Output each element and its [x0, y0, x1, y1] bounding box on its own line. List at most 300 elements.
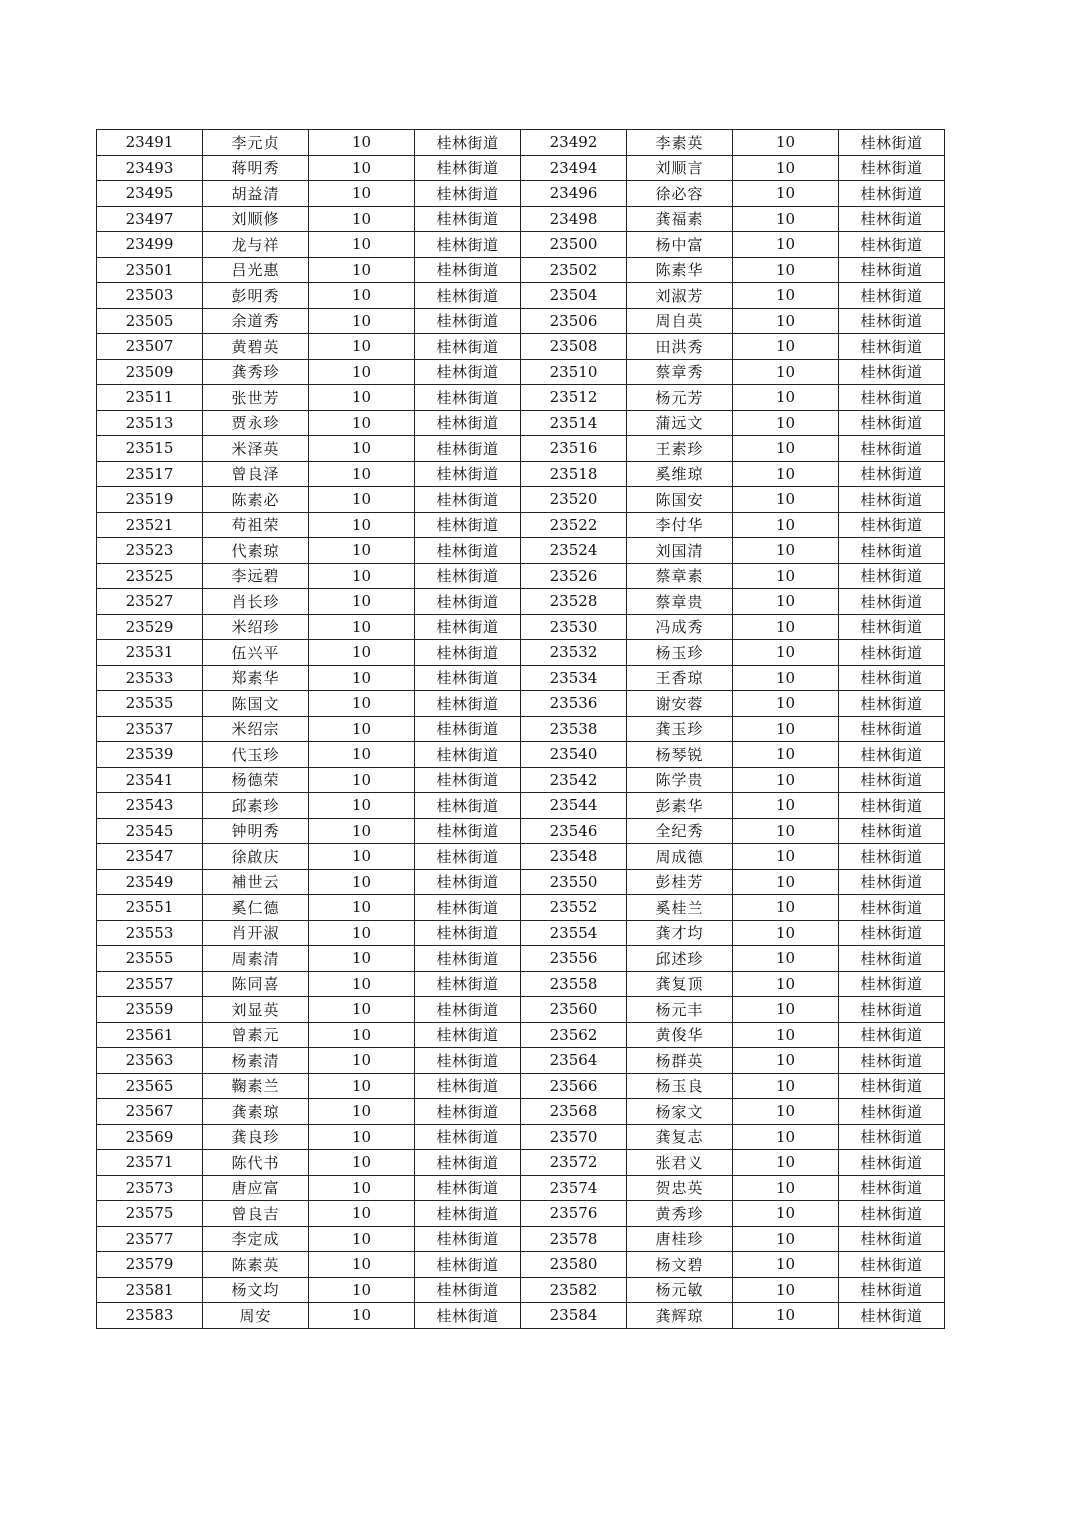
name-cell: 周安 — [203, 1303, 309, 1329]
amount-cell: 10 — [309, 1226, 415, 1252]
table-row — [97, 665, 945, 691]
amount-cell: 10 — [733, 461, 839, 487]
table-row — [97, 334, 945, 360]
amount-cell: 10 — [309, 283, 415, 309]
amount-cell: 10 — [309, 1150, 415, 1176]
amount-cell: 10 — [309, 869, 415, 895]
name-cell: 鞠素兰 — [203, 1073, 309, 1099]
street-cell: 桂林街道 — [415, 1124, 521, 1150]
street-cell: 桂林街道 — [839, 818, 945, 844]
serial-number-cell: 23500 — [521, 232, 627, 258]
table-row — [97, 512, 945, 538]
table-row — [97, 563, 945, 589]
name-cell: 陈国文 — [203, 691, 309, 717]
serial-number-cell: 23539 — [97, 742, 203, 768]
amount-cell: 10 — [733, 997, 839, 1023]
serial-number-cell: 23534 — [521, 665, 627, 691]
amount-cell: 10 — [309, 997, 415, 1023]
table-row — [97, 742, 945, 768]
name-cell: 冯成秀 — [627, 614, 733, 640]
amount-cell: 10 — [733, 130, 839, 156]
street-cell: 桂林街道 — [415, 818, 521, 844]
amount-cell: 10 — [733, 563, 839, 589]
name-cell: 张世芳 — [203, 385, 309, 411]
table-row — [97, 155, 945, 181]
name-cell: 李远碧 — [203, 563, 309, 589]
street-cell: 桂林街道 — [839, 308, 945, 334]
name-cell: 谢安蓉 — [627, 691, 733, 717]
name-cell: 贺忠英 — [627, 1175, 733, 1201]
table-row — [97, 538, 945, 564]
street-cell: 桂林街道 — [839, 1226, 945, 1252]
serial-number-cell: 23525 — [97, 563, 203, 589]
amount-cell: 10 — [733, 691, 839, 717]
serial-number-cell: 23566 — [521, 1073, 627, 1099]
street-cell: 桂林街道 — [839, 691, 945, 717]
street-cell: 桂林街道 — [415, 665, 521, 691]
serial-number-cell: 23536 — [521, 691, 627, 717]
name-cell: 李元贞 — [203, 130, 309, 156]
street-cell: 桂林街道 — [839, 538, 945, 564]
street-cell: 桂林街道 — [839, 614, 945, 640]
street-cell: 桂林街道 — [839, 1252, 945, 1278]
name-cell: 杨玉珍 — [627, 640, 733, 666]
serial-number-cell: 23576 — [521, 1201, 627, 1227]
amount-cell: 10 — [309, 436, 415, 462]
street-cell: 桂林街道 — [839, 232, 945, 258]
roster-table-body — [97, 130, 945, 1329]
amount-cell: 10 — [309, 359, 415, 385]
amount-cell: 10 — [309, 614, 415, 640]
amount-cell: 10 — [309, 206, 415, 232]
name-cell: 肖长珍 — [203, 589, 309, 615]
amount-cell: 10 — [733, 767, 839, 793]
amount-cell: 10 — [309, 946, 415, 972]
street-cell: 桂林街道 — [415, 1226, 521, 1252]
name-cell: 龚复顶 — [627, 971, 733, 997]
table-row — [97, 920, 945, 946]
street-cell: 桂林街道 — [415, 130, 521, 156]
amount-cell: 10 — [309, 589, 415, 615]
street-cell: 桂林街道 — [415, 206, 521, 232]
name-cell: 代素琼 — [203, 538, 309, 564]
street-cell: 桂林街道 — [839, 742, 945, 768]
serial-number-cell: 23550 — [521, 869, 627, 895]
name-cell: 唐桂珍 — [627, 1226, 733, 1252]
table-row — [97, 206, 945, 232]
table-row — [97, 232, 945, 258]
name-cell: 周素清 — [203, 946, 309, 972]
name-cell: 钟明秀 — [203, 818, 309, 844]
serial-number-cell: 23552 — [521, 895, 627, 921]
amount-cell: 10 — [309, 971, 415, 997]
table-row — [97, 257, 945, 283]
street-cell: 桂林街道 — [839, 844, 945, 870]
table-row — [97, 691, 945, 717]
street-cell: 桂林街道 — [839, 920, 945, 946]
serial-number-cell: 23518 — [521, 461, 627, 487]
name-cell: 李定成 — [203, 1226, 309, 1252]
street-cell: 桂林街道 — [839, 895, 945, 921]
street-cell: 桂林街道 — [415, 436, 521, 462]
name-cell: 杨群英 — [627, 1048, 733, 1074]
name-cell: 杨家文 — [627, 1099, 733, 1125]
amount-cell: 10 — [309, 410, 415, 436]
serial-number-cell: 23579 — [97, 1252, 203, 1278]
amount-cell: 10 — [733, 257, 839, 283]
name-cell: 杨元芳 — [627, 385, 733, 411]
serial-number-cell: 23564 — [521, 1048, 627, 1074]
name-cell: 龚福素 — [627, 206, 733, 232]
street-cell: 桂林街道 — [839, 767, 945, 793]
street-cell: 桂林街道 — [839, 206, 945, 232]
table-row — [97, 1277, 945, 1303]
amount-cell: 10 — [733, 1022, 839, 1048]
name-cell: 徐必容 — [627, 181, 733, 207]
amount-cell: 10 — [309, 1201, 415, 1227]
amount-cell: 10 — [309, 895, 415, 921]
name-cell: 陈素华 — [627, 257, 733, 283]
table-row — [97, 589, 945, 615]
serial-number-cell: 23535 — [97, 691, 203, 717]
name-cell: 曾素元 — [203, 1022, 309, 1048]
name-cell: 刘顺言 — [627, 155, 733, 181]
serial-number-cell: 23571 — [97, 1150, 203, 1176]
name-cell: 李付华 — [627, 512, 733, 538]
name-cell: 肖开淑 — [203, 920, 309, 946]
amount-cell: 10 — [733, 385, 839, 411]
serial-number-cell: 23567 — [97, 1099, 203, 1125]
amount-cell: 10 — [309, 257, 415, 283]
amount-cell: 10 — [733, 793, 839, 819]
name-cell: 邱素珍 — [203, 793, 309, 819]
street-cell: 桂林街道 — [839, 1175, 945, 1201]
street-cell: 桂林街道 — [839, 334, 945, 360]
name-cell: 王素珍 — [627, 436, 733, 462]
serial-number-cell: 23556 — [521, 946, 627, 972]
street-cell: 桂林街道 — [839, 385, 945, 411]
serial-number-cell: 23540 — [521, 742, 627, 768]
street-cell: 桂林街道 — [839, 1303, 945, 1329]
table-row — [97, 130, 945, 156]
table-row — [97, 283, 945, 309]
serial-number-cell: 23578 — [521, 1226, 627, 1252]
street-cell: 桂林街道 — [415, 691, 521, 717]
serial-number-cell: 23522 — [521, 512, 627, 538]
name-cell: 彭桂芳 — [627, 869, 733, 895]
name-cell: 杨文碧 — [627, 1252, 733, 1278]
name-cell: 曾良泽 — [203, 461, 309, 487]
amount-cell: 10 — [309, 487, 415, 513]
street-cell: 桂林街道 — [415, 716, 521, 742]
name-cell: 黄俊华 — [627, 1022, 733, 1048]
amount-cell: 10 — [309, 793, 415, 819]
table-row — [97, 436, 945, 462]
street-cell: 桂林街道 — [839, 1022, 945, 1048]
amount-cell: 10 — [733, 1201, 839, 1227]
street-cell: 桂林街道 — [415, 1252, 521, 1278]
serial-number-cell: 23501 — [97, 257, 203, 283]
street-cell: 桂林街道 — [415, 232, 521, 258]
name-cell: 张君义 — [627, 1150, 733, 1176]
street-cell: 桂林街道 — [839, 716, 945, 742]
amount-cell: 10 — [733, 818, 839, 844]
street-cell: 桂林街道 — [415, 385, 521, 411]
amount-cell: 10 — [309, 844, 415, 870]
street-cell: 桂林街道 — [839, 1073, 945, 1099]
name-cell: 郑素华 — [203, 665, 309, 691]
table-row — [97, 1303, 945, 1329]
street-cell: 桂林街道 — [839, 283, 945, 309]
amount-cell: 10 — [309, 538, 415, 564]
serial-number-cell: 23574 — [521, 1175, 627, 1201]
serial-number-cell: 23493 — [97, 155, 203, 181]
amount-cell: 10 — [733, 1048, 839, 1074]
street-cell: 桂林街道 — [415, 1099, 521, 1125]
serial-number-cell: 23511 — [97, 385, 203, 411]
street-cell: 桂林街道 — [839, 563, 945, 589]
table-row — [97, 1226, 945, 1252]
name-cell: 龚才均 — [627, 920, 733, 946]
name-cell: 杨元丰 — [627, 997, 733, 1023]
serial-number-cell: 23558 — [521, 971, 627, 997]
name-cell: 李素英 — [627, 130, 733, 156]
serial-number-cell: 23498 — [521, 206, 627, 232]
name-cell: 蒋明秀 — [203, 155, 309, 181]
serial-number-cell: 23527 — [97, 589, 203, 615]
amount-cell: 10 — [309, 334, 415, 360]
table-row — [97, 410, 945, 436]
serial-number-cell: 23512 — [521, 385, 627, 411]
street-cell: 桂林街道 — [415, 512, 521, 538]
street-cell: 桂林街道 — [839, 155, 945, 181]
name-cell: 杨琴锐 — [627, 742, 733, 768]
serial-number-cell: 23537 — [97, 716, 203, 742]
amount-cell: 10 — [309, 818, 415, 844]
street-cell: 桂林街道 — [415, 767, 521, 793]
name-cell: 米绍宗 — [203, 716, 309, 742]
name-cell: 余道秀 — [203, 308, 309, 334]
name-cell: 奚桂兰 — [627, 895, 733, 921]
amount-cell: 10 — [733, 1277, 839, 1303]
amount-cell: 10 — [733, 155, 839, 181]
table-row — [97, 359, 945, 385]
amount-cell: 10 — [309, 181, 415, 207]
serial-number-cell: 23503 — [97, 283, 203, 309]
name-cell: 吕光惠 — [203, 257, 309, 283]
street-cell: 桂林街道 — [839, 410, 945, 436]
serial-number-cell: 23559 — [97, 997, 203, 1023]
name-cell: 陈学贵 — [627, 767, 733, 793]
name-cell: 龙与祥 — [203, 232, 309, 258]
table-row — [97, 1073, 945, 1099]
street-cell: 桂林街道 — [415, 1048, 521, 1074]
serial-number-cell: 23520 — [521, 487, 627, 513]
amount-cell: 10 — [309, 1175, 415, 1201]
name-cell: 蔡章素 — [627, 563, 733, 589]
street-cell: 桂林街道 — [839, 1124, 945, 1150]
amount-cell: 10 — [309, 461, 415, 487]
street-cell: 桂林街道 — [415, 487, 521, 513]
serial-number-cell: 23575 — [97, 1201, 203, 1227]
name-cell: 田洪秀 — [627, 334, 733, 360]
name-cell: 邱述珍 — [627, 946, 733, 972]
amount-cell: 10 — [733, 589, 839, 615]
amount-cell: 10 — [309, 1252, 415, 1278]
name-cell: 杨文均 — [203, 1277, 309, 1303]
amount-cell: 10 — [733, 1150, 839, 1176]
street-cell: 桂林街道 — [415, 920, 521, 946]
serial-number-cell: 23547 — [97, 844, 203, 870]
name-cell: 贾永珍 — [203, 410, 309, 436]
amount-cell: 10 — [733, 716, 839, 742]
street-cell: 桂林街道 — [839, 640, 945, 666]
serial-number-cell: 23516 — [521, 436, 627, 462]
serial-number-cell: 23554 — [521, 920, 627, 946]
street-cell: 桂林街道 — [839, 971, 945, 997]
street-cell: 桂林街道 — [415, 1175, 521, 1201]
name-cell: 杨元敏 — [627, 1277, 733, 1303]
name-cell: 陈同喜 — [203, 971, 309, 997]
street-cell: 桂林街道 — [839, 436, 945, 462]
street-cell: 桂林街道 — [839, 997, 945, 1023]
serial-number-cell: 23577 — [97, 1226, 203, 1252]
street-cell: 桂林街道 — [415, 844, 521, 870]
street-cell: 桂林街道 — [415, 334, 521, 360]
name-cell: 黄秀珍 — [627, 1201, 733, 1227]
serial-number-cell: 23560 — [521, 997, 627, 1023]
amount-cell: 10 — [309, 130, 415, 156]
street-cell: 桂林街道 — [415, 997, 521, 1023]
amount-cell: 10 — [309, 512, 415, 538]
amount-cell: 10 — [733, 742, 839, 768]
table-row — [97, 614, 945, 640]
name-cell: 龚秀珍 — [203, 359, 309, 385]
amount-cell: 10 — [309, 308, 415, 334]
street-cell: 桂林街道 — [839, 487, 945, 513]
name-cell: 唐应富 — [203, 1175, 309, 1201]
street-cell: 桂林街道 — [839, 665, 945, 691]
table-row — [97, 308, 945, 334]
street-cell: 桂林街道 — [415, 742, 521, 768]
roster-table — [96, 129, 945, 1329]
street-cell: 桂林街道 — [415, 283, 521, 309]
name-cell: 龚良珍 — [203, 1124, 309, 1150]
serial-number-cell: 23517 — [97, 461, 203, 487]
amount-cell: 10 — [733, 1226, 839, 1252]
amount-cell: 10 — [733, 895, 839, 921]
street-cell: 桂林街道 — [415, 640, 521, 666]
serial-number-cell: 23555 — [97, 946, 203, 972]
street-cell: 桂林街道 — [839, 1048, 945, 1074]
amount-cell: 10 — [733, 844, 839, 870]
serial-number-cell: 23572 — [521, 1150, 627, 1176]
serial-number-cell: 23538 — [521, 716, 627, 742]
table-row — [97, 997, 945, 1023]
serial-number-cell: 23583 — [97, 1303, 203, 1329]
serial-number-cell: 23496 — [521, 181, 627, 207]
amount-cell: 10 — [309, 563, 415, 589]
name-cell: 彭素华 — [627, 793, 733, 819]
serial-number-cell: 23519 — [97, 487, 203, 513]
street-cell: 桂林街道 — [415, 895, 521, 921]
amount-cell: 10 — [733, 232, 839, 258]
street-cell: 桂林街道 — [415, 308, 521, 334]
serial-number-cell: 23504 — [521, 283, 627, 309]
name-cell: 陈素必 — [203, 487, 309, 513]
serial-number-cell: 23528 — [521, 589, 627, 615]
name-cell: 龚玉珍 — [627, 716, 733, 742]
serial-number-cell: 23569 — [97, 1124, 203, 1150]
amount-cell: 10 — [733, 181, 839, 207]
serial-number-cell: 23502 — [521, 257, 627, 283]
name-cell: 苟祖荣 — [203, 512, 309, 538]
table-row — [97, 1175, 945, 1201]
serial-number-cell: 23514 — [521, 410, 627, 436]
serial-number-cell: 23549 — [97, 869, 203, 895]
amount-cell: 10 — [309, 1277, 415, 1303]
serial-number-cell: 23573 — [97, 1175, 203, 1201]
name-cell: 刘国清 — [627, 538, 733, 564]
table-row — [97, 895, 945, 921]
amount-cell: 10 — [733, 308, 839, 334]
street-cell: 桂林街道 — [415, 1277, 521, 1303]
street-cell: 桂林街道 — [415, 359, 521, 385]
serial-number-cell: 23568 — [521, 1099, 627, 1125]
name-cell: 補世云 — [203, 869, 309, 895]
name-cell: 周自英 — [627, 308, 733, 334]
name-cell: 黄碧英 — [203, 334, 309, 360]
serial-number-cell: 23497 — [97, 206, 203, 232]
amount-cell: 10 — [733, 946, 839, 972]
amount-cell: 10 — [309, 1303, 415, 1329]
table-row — [97, 818, 945, 844]
amount-cell: 10 — [309, 1048, 415, 1074]
name-cell: 杨中富 — [627, 232, 733, 258]
name-cell: 周成德 — [627, 844, 733, 870]
table-row — [97, 716, 945, 742]
serial-number-cell: 23570 — [521, 1124, 627, 1150]
serial-number-cell: 23542 — [521, 767, 627, 793]
table-row — [97, 461, 945, 487]
table-row — [97, 971, 945, 997]
name-cell: 蔡章秀 — [627, 359, 733, 385]
table-row — [97, 385, 945, 411]
serial-number-cell: 23541 — [97, 767, 203, 793]
name-cell: 龚复志 — [627, 1124, 733, 1150]
table-row — [97, 1099, 945, 1125]
serial-number-cell: 23561 — [97, 1022, 203, 1048]
amount-cell: 10 — [733, 410, 839, 436]
name-cell: 刘显英 — [203, 997, 309, 1023]
name-cell: 徐啟庆 — [203, 844, 309, 870]
name-cell: 伍兴平 — [203, 640, 309, 666]
name-cell: 杨玉良 — [627, 1073, 733, 1099]
amount-cell: 10 — [733, 334, 839, 360]
amount-cell: 10 — [309, 1099, 415, 1125]
serial-number-cell: 23531 — [97, 640, 203, 666]
amount-cell: 10 — [733, 1124, 839, 1150]
name-cell: 刘顺修 — [203, 206, 309, 232]
name-cell: 米泽英 — [203, 436, 309, 462]
amount-cell: 10 — [733, 1073, 839, 1099]
amount-cell: 10 — [309, 1073, 415, 1099]
serial-number-cell: 23495 — [97, 181, 203, 207]
table-row — [97, 487, 945, 513]
serial-number-cell: 23545 — [97, 818, 203, 844]
table-row — [97, 181, 945, 207]
name-cell: 代玉珍 — [203, 742, 309, 768]
